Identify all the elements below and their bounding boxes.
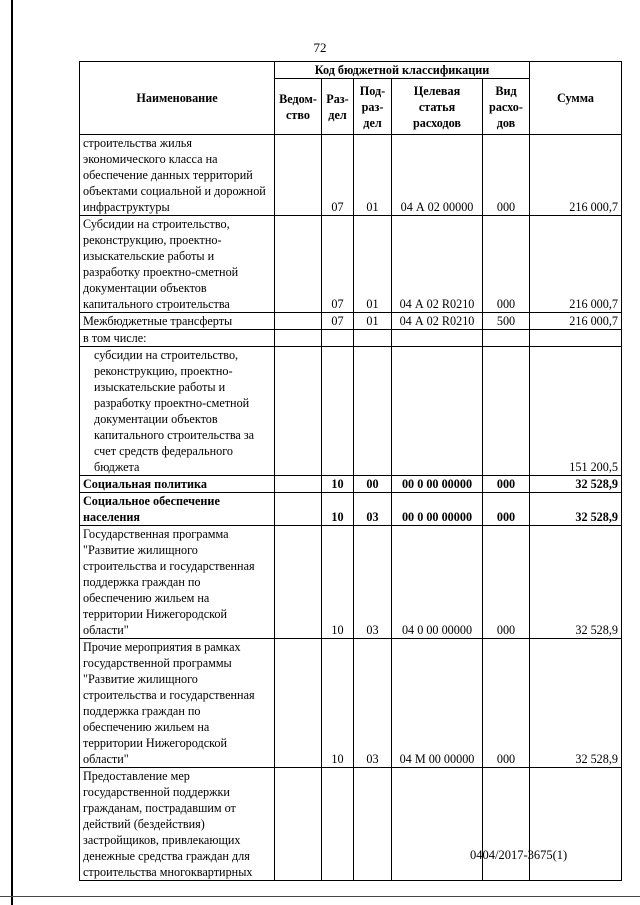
row-name: Социальное обеспечение населения	[80, 493, 275, 526]
row-podrazdel	[354, 347, 392, 476]
table-row	[80, 768, 622, 881]
row-ved	[275, 476, 322, 493]
header-summa: Сумма	[530, 62, 622, 135]
row-vid: 500	[483, 313, 530, 330]
row-podrazdel: 03	[354, 639, 392, 768]
row-name: Государственная программа "Развитие жилищного строительства и государственная поддержка граждан по обеспечению жильем на территории Нижегородской области"	[80, 526, 275, 639]
header-vid: Вид расхо-дов	[483, 79, 530, 135]
row-celevaya: 04 М 00 00000	[392, 639, 483, 768]
left-margin-rule	[11, 0, 13, 905]
row-razdel: 07	[322, 135, 354, 216]
row-name: Субсидии на строительство, реконструкцию, проектно-изыскательские работы и разработку проектно-сметной документации объектов капитального строительства	[80, 216, 275, 313]
row-podrazdel: 01	[354, 135, 392, 216]
row-ved	[275, 493, 322, 526]
table-row	[80, 526, 622, 639]
row-summa: 151 200,5	[530, 347, 622, 476]
bottom-rule	[0, 896, 640, 897]
header-vedomstvo-text: Ведом-ство	[279, 91, 317, 122]
row-celevaya	[392, 330, 483, 347]
row-ved	[275, 639, 322, 768]
table-row	[80, 216, 622, 313]
row-name: Прочие мероприятия в рамках государственной программы "Развитие жилищного строительства и государственная поддержка граждан по обеспечению жильем на территории Нижегородской области"	[80, 639, 275, 768]
row-name: Предоставление мер государственной поддержки гражданам, пострадавшим от действий (бездействия) застройщиков, привлекающих денежные средства граждан для строительства многоквартирных	[80, 768, 275, 881]
table-row	[80, 313, 622, 330]
row-ved	[275, 768, 322, 881]
row-podrazdel	[354, 330, 392, 347]
header-celevaya: Целевая статья расходов	[392, 79, 483, 135]
row-razdel: 10	[322, 639, 354, 768]
row-razdel	[322, 330, 354, 347]
row-summa: 32 528,9	[530, 639, 622, 768]
row-name: в том числе:	[80, 330, 275, 347]
row-ved	[275, 526, 322, 639]
row-razdel	[322, 768, 354, 881]
row-ved	[275, 313, 322, 330]
row-summa: 216 000,7	[530, 216, 622, 313]
row-podrazdel: 03	[354, 493, 392, 526]
row-celevaya: 04 0 00 00000	[392, 526, 483, 639]
row-vid: 000	[483, 639, 530, 768]
row-vid: 000	[483, 135, 530, 216]
table-row	[80, 330, 622, 347]
row-vid: 000	[483, 216, 530, 313]
row-vid: 000	[483, 493, 530, 526]
row-celevaya	[392, 768, 483, 881]
header-razdel: Раз-дел	[322, 79, 354, 135]
row-vid	[483, 347, 530, 476]
row-name: Межбюджетные трансферты	[80, 313, 275, 330]
row-name: строительства жилья экономического класса на обеспечение данных территорий объектами социальной и дорожной инфраструктуры	[80, 135, 275, 216]
row-podrazdel: 01	[354, 313, 392, 330]
row-name: субсидии на строительство, реконструкцию, проектно-изыскательские работы и разработку проектно-сметной документации объектов капитального строительства за счет средств федерального бюджета	[80, 347, 275, 476]
row-razdel: 10	[322, 476, 354, 493]
row-celevaya: 04 А 02 R0210	[392, 216, 483, 313]
row-summa: 32 528,9	[530, 526, 622, 639]
row-razdel: 07	[322, 216, 354, 313]
table-row	[80, 493, 622, 526]
table-row	[80, 476, 622, 493]
row-vid	[483, 768, 530, 881]
row-summa	[530, 330, 622, 347]
row-razdel: 07	[322, 313, 354, 330]
budget-table	[79, 61, 622, 881]
row-podrazdel	[354, 768, 392, 881]
page-number: 72	[313, 40, 327, 55]
row-podrazdel: 00	[354, 476, 392, 493]
row-celevaya: 04 А 02 R0210	[392, 313, 483, 330]
table-row	[80, 135, 622, 216]
table-row	[80, 347, 622, 476]
row-summa: 32 528,9	[530, 476, 622, 493]
header-name: Наименование	[80, 62, 275, 135]
row-celevaya: 00 0 00 00000	[392, 476, 483, 493]
row-celevaya	[392, 347, 483, 476]
row-razdel: 10	[322, 526, 354, 639]
header-vedomstvo	[275, 79, 322, 135]
row-ved	[275, 135, 322, 216]
header-kbk-group: Код бюджетной классификации	[275, 62, 530, 79]
document-code: 0404/2017-3675(1)	[470, 848, 568, 862]
row-summa: 32 528,9	[530, 493, 622, 526]
row-podrazdel: 01	[354, 216, 392, 313]
row-celevaya: 04 А 02 00000	[392, 135, 483, 216]
row-ved	[275, 347, 322, 476]
row-razdel	[322, 347, 354, 476]
header-podrazdel: Под-раз-дел	[354, 79, 392, 135]
row-razdel: 10	[322, 493, 354, 526]
table-row	[80, 639, 622, 768]
row-vid: 000	[483, 526, 530, 639]
row-vid	[483, 330, 530, 347]
row-ved	[275, 216, 322, 313]
row-summa: 216 000,7	[530, 313, 622, 330]
row-name: Социальная политика	[80, 476, 275, 493]
row-podrazdel: 03	[354, 526, 392, 639]
row-ved	[275, 330, 322, 347]
row-vid: 000	[483, 476, 530, 493]
row-celevaya: 00 0 00 00000	[392, 493, 483, 526]
row-summa	[530, 768, 622, 881]
row-summa: 216 000,7	[530, 135, 622, 216]
